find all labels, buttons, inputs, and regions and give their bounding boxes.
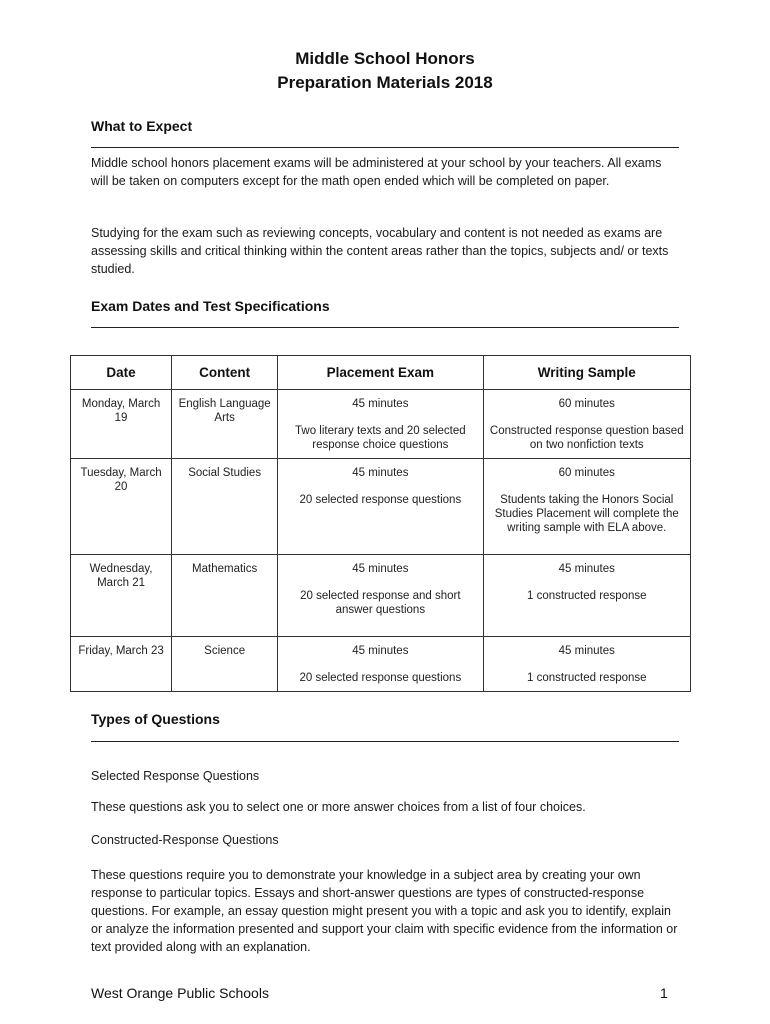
selected-response-description: These questions ask you to select one or more answer choices from a list of four choices. <box>91 800 586 814</box>
column-header-content: Content <box>172 356 278 390</box>
section-divider <box>91 327 679 328</box>
cell-placement-exam <box>278 555 483 637</box>
exam-description: 20 selected response questions <box>299 672 462 684</box>
table-row <box>71 390 691 459</box>
writing-description: 1 constructed response <box>526 672 647 684</box>
cell-date: Friday, March 23 <box>71 637 172 692</box>
writing-description: Constructed response question based on two nonfiction texts <box>489 425 684 451</box>
exam-time: 45 minutes <box>352 563 409 575</box>
cell-content: Social Studies <box>172 459 278 555</box>
exam-description: Two literary texts and 20 selected response choice questions <box>295 425 466 451</box>
writing-description: Students taking the Honors Social Studies Placement will complete the writing sample with ELA above. <box>494 494 679 534</box>
column-header-date: Date <box>71 356 172 390</box>
constructed-response-description: These questions require you to demonstrate your knowledge in a subject area by creating your own response to particular topics. Essays and short-answer questions are types of constructed-response questions. For example, an essay question might present you with a topic and ask you to identify, explain or analyze the information presented and support your claim with specific evidence from the information or text provided along with an explanation. <box>91 868 678 954</box>
constructed-response-label: Constructed-Response Questions <box>91 833 279 847</box>
table-header-row <box>71 356 691 390</box>
cell-writing-sample <box>483 390 690 459</box>
cell-content: Mathematics <box>172 555 278 637</box>
what-to-expect-paragraph-2: Studying for the exam such as reviewing concepts, vocabulary and content is not needed as exams are assessing skills and critical thinking within the content areas rather than the topics, subjects and/ or texts studied. <box>91 226 669 276</box>
cell-writing-sample <box>483 637 690 692</box>
section-heading-what-to-expect: What to Expect <box>91 118 193 134</box>
section-heading-exam-dates: Exam Dates and Test Specifications <box>91 298 330 314</box>
exam-time: 45 minutes <box>352 467 409 479</box>
section-divider <box>91 147 679 148</box>
writing-time: 45 minutes <box>558 645 615 657</box>
exam-description: 20 selected response questions <box>299 494 462 506</box>
cell-date: Monday, March 19 <box>71 390 172 459</box>
table-row <box>71 459 691 555</box>
writing-time: 60 minutes <box>558 467 615 479</box>
selected-response-label: Selected Response Questions <box>91 769 260 783</box>
exam-time: 45 minutes <box>352 645 409 657</box>
cell-writing-sample <box>483 555 690 637</box>
column-header-placement-exam: Placement Exam <box>278 356 483 390</box>
footer-organization: West Orange Public Schools <box>91 985 269 1001</box>
section-heading-types-of-questions: Types of Questions <box>91 711 220 727</box>
document-title-line2: Preparation Materials 2018 <box>277 73 493 92</box>
cell-placement-exam <box>278 390 483 459</box>
cell-writing-sample <box>483 459 690 555</box>
cell-placement-exam <box>278 637 483 692</box>
exam-time: 45 minutes <box>352 398 409 410</box>
footer-page-number: 1 <box>660 985 668 1001</box>
cell-date: Wednesday, March 21 <box>71 555 172 637</box>
cell-placement-exam <box>278 459 483 555</box>
cell-content: Science <box>172 637 278 692</box>
section-divider <box>91 741 679 742</box>
exam-specifications-table <box>70 355 691 692</box>
exam-description: 20 selected response and short answer questions <box>300 590 461 616</box>
table-row <box>71 637 691 692</box>
writing-time: 60 minutes <box>558 398 615 410</box>
cell-date: Tuesday, March 20 <box>71 459 172 555</box>
document-title-line1: Middle School Honors <box>295 49 475 68</box>
what-to-expect-paragraph-1: Middle school honors placement exams will be administered at your school by your teachers. All exams will be taken on computers except for the math open ended which will be completed on paper. <box>91 156 662 188</box>
writing-description: 1 constructed response <box>526 590 647 602</box>
column-header-writing-sample: Writing Sample <box>483 356 690 390</box>
writing-time: 45 minutes <box>558 563 615 575</box>
cell-content: English Language Arts <box>172 390 278 459</box>
table-row <box>71 555 691 637</box>
